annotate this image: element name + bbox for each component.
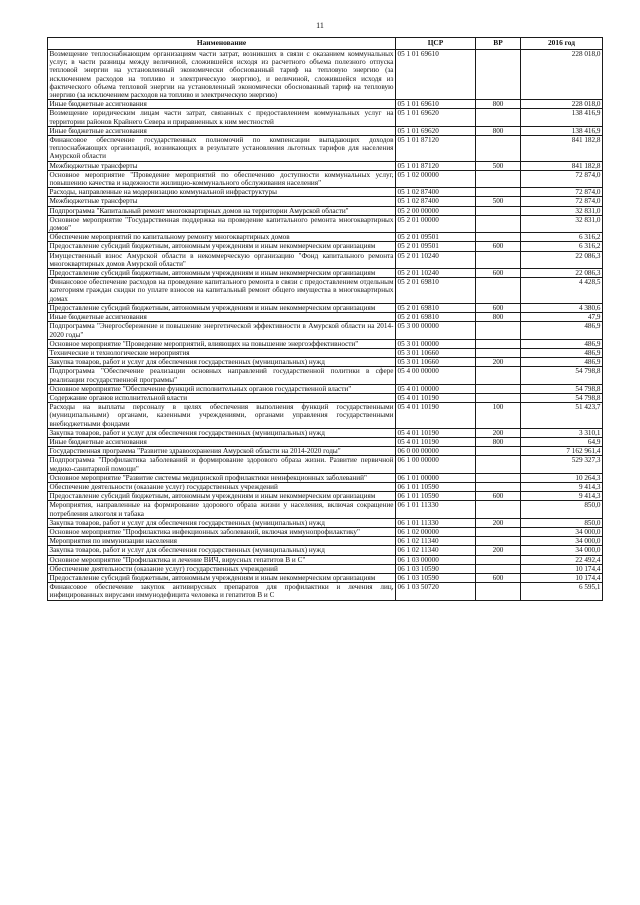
cell-amount: 34 000,0: [521, 527, 603, 536]
cell-vr: [476, 564, 521, 573]
table-row: [48, 136, 603, 162]
table-row: [48, 206, 603, 215]
cell-name: Обеспечение деятельности (оказание услуг) государственных учреждений: [48, 482, 396, 491]
cell-vr: [476, 482, 521, 491]
cell-amount: 486,9: [521, 358, 603, 367]
cell-csr: 05 2 01 69810: [396, 303, 476, 312]
cell-name: Иные бюджетные ассигнования: [48, 437, 396, 446]
table-row: [48, 215, 603, 232]
cell-name: Мероприятия, направленные на формирование здорового образа жизни у населения, включая сокращение потребления алкоголя и табака: [49, 501, 394, 518]
cell-vr: [476, 188, 521, 197]
cell-name: Иные бюджетные ассигнования: [48, 100, 396, 109]
cell-vr: [476, 456, 521, 473]
cell-vr: 800: [476, 126, 521, 135]
cell-csr: 05 2 01 69810: [396, 278, 476, 304]
table-row: [48, 348, 603, 357]
cell-csr: 06 1 01 11330: [396, 501, 476, 518]
table-row: [48, 197, 603, 206]
cell-amount: 4 428,5: [521, 278, 603, 304]
cell-amount: 529 327,3: [521, 456, 603, 473]
cell-csr: 06 1 03 10590: [396, 564, 476, 573]
cell-csr: 06 0 00 00000: [396, 447, 476, 456]
cell-name: Предоставление субсидий бюджетным, автономным учреждениям и иным некоммерческим организациям: [48, 269, 396, 278]
cell-amount: 10 264,3: [521, 473, 603, 482]
budget-table: [47, 37, 603, 601]
cell-name: Подпрограмма "Энергосбережение и повышение энергетической эффективности в Амурской области на 2014-2020 годы": [49, 322, 394, 339]
cell-vr: [476, 537, 521, 546]
cell-name: Основное мероприятие "Проведение мероприятий по обеспечению доступности коммунальных услуг, повышению качества и надежности жилищно-коммунального обслуживания населения": [49, 170, 394, 188]
table-row: [48, 393, 603, 402]
table-row: [48, 564, 603, 573]
cell-name: Основное мероприятие "Профилактика и лечение ВИЧ, вирусных гепатитов В и С": [48, 555, 396, 564]
cell-amount: 34 000,0: [521, 537, 603, 546]
cell-name: Подпрограмма "Профилактика заболеваний и формирование здорового образа жизни. Развитие первичной медико-санитарной помощи": [49, 456, 394, 473]
cell-name: Межбюджетные трансферты: [48, 161, 396, 170]
cell-amount: 51 423,7: [521, 403, 603, 429]
table-row: [48, 50, 603, 100]
cell-amount: 64,9: [521, 437, 603, 446]
cell-vr: 800: [476, 313, 521, 322]
cell-amount: 10 174,4: [521, 564, 603, 573]
cell-vr: [476, 384, 521, 393]
cell-vr: 500: [476, 161, 521, 170]
table-row: [48, 339, 603, 348]
cell-csr: 05 4 00 00000: [396, 367, 476, 384]
cell-amount: 841 182,8: [521, 136, 603, 162]
cell-csr: 05 2 01 10240: [396, 269, 476, 278]
table-row: [48, 583, 603, 600]
table-row: [48, 126, 603, 135]
cell-amount: 228 018,0: [521, 100, 603, 109]
cell-name: Закупка товаров, работ и услуг для обеспечения государственных (муниципальных) нужд: [48, 358, 396, 367]
cell-name: Иные бюджетные ассигнования: [48, 126, 396, 135]
cell-csr: 05 2 01 10240: [396, 251, 476, 268]
cell-vr: 600: [476, 492, 521, 501]
table-row: [48, 456, 603, 473]
cell-name: Основное мероприятие "Развитие системы медицинской профилактики неинфекционных заболеваний": [48, 473, 396, 482]
cell-name: Закупка товаров, работ и услуг для обеспечения государственных (муниципальных) нужд: [48, 428, 396, 437]
cell-amount: 22 492,4: [521, 555, 603, 564]
cell-name: Обеспечение деятельности (оказание услуг) государственных учреждений: [48, 564, 396, 573]
table-row: [48, 242, 603, 251]
cell-vr: [476, 348, 521, 357]
cell-name: Содержание органов исполнительной власти: [48, 393, 396, 402]
cell-vr: [476, 233, 521, 242]
cell-vr: [476, 583, 521, 600]
cell-name: Мероприятия по иммунизации населения: [48, 537, 396, 546]
cell-csr: 05 4 01 10190: [396, 437, 476, 446]
cell-csr: 05 4 01 00000: [396, 384, 476, 393]
cell-amount: 54 798,8: [521, 393, 603, 402]
page-number: 11: [316, 21, 324, 30]
cell-name: Финансовое обеспечение государственных полномочий по компенсации выпадающих доходов теплоснабжающих организаций, возникающих в результате установления льготных тарифов для населения Амурской области: [49, 136, 394, 161]
cell-csr: 06 1 01 00000: [396, 473, 476, 482]
cell-csr: 05 2 01 09501: [396, 242, 476, 251]
cell-name: Основное мероприятие "Государственная поддержка на проведение капитального ремонта многоквартирных домов": [49, 215, 394, 233]
cell-name: Предоставление субсидий бюджетным, автономным учреждениям и иным некоммерческим организациям: [48, 242, 396, 251]
cell-csr: 05 2 00 00000: [396, 206, 476, 215]
table-row: [48, 278, 603, 304]
cell-name: Предоставление субсидий бюджетным, автономным учреждениям и иным некоммерческим организациям: [48, 492, 396, 501]
cell-csr: 05 1 02 87400: [396, 188, 476, 197]
cell-csr: 05 1 01 87120: [396, 136, 476, 162]
cell-vr: [476, 215, 521, 232]
table-row: [48, 573, 603, 582]
cell-vr: [476, 322, 521, 339]
table-row: [48, 251, 603, 268]
cell-amount: 6 595,1: [521, 583, 603, 600]
table-row: [48, 100, 603, 109]
cell-amount: 486,9: [521, 339, 603, 348]
cell-name: Закупка товаров, работ и услуг для обеспечения государственных (муниципальных) нужд: [48, 546, 396, 555]
cell-name: Финансовое обеспечение расходов на проведение капитального ремонта в связи с предоставлением отдельным категориям граждан скидки по уплате взносов на капитальный ремонт общего имущества в многоквартирных домах: [49, 278, 394, 303]
table-row: [48, 358, 603, 367]
cell-vr: [476, 527, 521, 536]
table-row: [48, 109, 603, 126]
table-row: [48, 303, 603, 312]
cell-vr: 500: [476, 197, 521, 206]
cell-csr: 05 1 01 69620: [396, 109, 476, 126]
cell-amount: 34 000,0: [521, 546, 603, 555]
cell-vr: [476, 393, 521, 402]
cell-vr: 100: [476, 403, 521, 429]
table-row: [48, 322, 603, 339]
cell-csr: 05 2 01 00000: [396, 215, 476, 232]
header-row: [48, 38, 603, 50]
table-row: [48, 384, 603, 393]
cell-name: Возмещение теплоснабжающим организациям части затрат, возникших в связи с оказанием коммунальных услуг, в части разницы между величиной, сложившейся исходя из расчетного объема полезного отпуска тепловой энергии на установленный экономически обоснованный тариф на тепловую энергию (за исключением расходов на топливо и электрическую энергию), и величиной, сложившейся исходя из фактического объема тепловой энергии на установленный экономически обоснованный тариф на тепловую энергию (за исключением расходов на топливо и электрическую энергию): [49, 50, 394, 100]
table-row: [48, 518, 603, 527]
cell-vr: 800: [476, 437, 521, 446]
cell-csr: 05 4 01 10190: [396, 428, 476, 437]
cell-csr: 05 3 01 10660: [396, 358, 476, 367]
cell-csr: 05 4 01 10190: [396, 393, 476, 402]
cell-name: Обеспечение мероприятий по капитальному ремонту многоквартирных домов: [48, 233, 396, 242]
cell-vr: 600: [476, 269, 521, 278]
cell-vr: 600: [476, 573, 521, 582]
table-body: [48, 50, 603, 601]
cell-name: Государственная программа "Развитие здравоохранения Амурской области на 2014-2020 годы": [48, 447, 396, 456]
cell-csr: 06 1 00 00000: [396, 456, 476, 473]
cell-amount: 6 316,2: [521, 242, 603, 251]
cell-name: Основное мероприятие "Проведение мероприятий, влияющих на повышение энергоэффективности": [48, 339, 396, 348]
cell-amount: 72 874,0: [521, 197, 603, 206]
table-row: [48, 501, 603, 518]
table-row: [48, 428, 603, 437]
cell-csr: 05 1 01 87120: [396, 161, 476, 170]
cell-csr: 05 1 02 87400: [396, 197, 476, 206]
cell-amount: 850,0: [521, 518, 603, 527]
cell-csr: 06 1 01 11330: [396, 518, 476, 527]
header-vr: ВР: [476, 38, 521, 50]
cell-csr: 05 4 01 10190: [396, 403, 476, 429]
cell-csr: 05 3 00 00000: [396, 322, 476, 339]
cell-vr: [476, 555, 521, 564]
cell-csr: 05 1 01 69610: [396, 100, 476, 109]
table-row: [48, 555, 603, 564]
table-row: [48, 403, 603, 429]
table-row: [48, 269, 603, 278]
cell-amount: 54 798,8: [521, 367, 603, 384]
cell-amount: 6 316,2: [521, 233, 603, 242]
cell-amount: 72 874,0: [521, 170, 603, 187]
cell-amount: 32 831,0: [521, 215, 603, 232]
cell-csr: 05 2 01 69810: [396, 313, 476, 322]
cell-vr: [476, 206, 521, 215]
table-row: [48, 437, 603, 446]
table-row: [48, 473, 603, 482]
cell-name: Основное мероприятие "Профилактика инфекционных заболеваний, включая иммунопрофилактику": [48, 527, 396, 536]
cell-amount: 228 018,0: [521, 50, 603, 100]
cell-amount: 138 416,9: [521, 109, 603, 126]
cell-vr: [476, 50, 521, 100]
cell-name: Технические и технологические мероприятия: [48, 348, 396, 357]
cell-vr: [476, 367, 521, 384]
cell-name: Иные бюджетные ассигнования: [48, 313, 396, 322]
cell-vr: [476, 278, 521, 304]
table-row: [48, 492, 603, 501]
cell-amount: 22 086,3: [521, 269, 603, 278]
cell-name: Финансовое обеспечение закупок антивирусных препаратов для профилактики и лечения лиц, инфицированных вирусами иммунодефицита человека и гепатитов В и С: [49, 583, 394, 600]
cell-vr: 800: [476, 100, 521, 109]
table-row: [48, 161, 603, 170]
table-row: [48, 170, 603, 187]
cell-name: Расходы, направленные на модернизацию коммунальной инфраструктуры: [48, 188, 396, 197]
table-row: [48, 447, 603, 456]
cell-amount: 10 174,4: [521, 573, 603, 582]
cell-name: Подпрограмма "Капитальный ремонт многоквартирных домов на территории Амурской области": [48, 206, 396, 215]
cell-amount: 7 162 961,4: [521, 447, 603, 456]
cell-amount: 54 798,8: [521, 384, 603, 393]
cell-csr: 05 3 01 10660: [396, 348, 476, 357]
cell-csr: 06 1 01 10590: [396, 482, 476, 491]
cell-csr: 05 1 01 69610: [396, 50, 476, 100]
table-row: [48, 527, 603, 536]
cell-vr: [476, 501, 521, 518]
cell-csr: 05 2 01 09501: [396, 233, 476, 242]
table-row: [48, 313, 603, 322]
cell-amount: 486,9: [521, 322, 603, 339]
cell-vr: [476, 170, 521, 187]
cell-csr: 06 1 03 10590: [396, 573, 476, 582]
cell-name: Закупка товаров, работ и услуг для обеспечения государственных (муниципальных) нужд: [48, 518, 396, 527]
cell-amount: 9 414,3: [521, 492, 603, 501]
cell-vr: [476, 473, 521, 482]
cell-name: Возмещение юридическим лицам части затрат, связанных с предоставлением коммунальных услуг на территории районов Крайнего Севера и приравненных к ним местностей: [49, 109, 394, 126]
cell-name: Межбюджетные трансферты: [48, 197, 396, 206]
table-row: [48, 367, 603, 384]
table-row: [48, 233, 603, 242]
cell-csr: 06 1 03 50720: [396, 583, 476, 600]
cell-vr: [476, 447, 521, 456]
cell-vr: 200: [476, 518, 521, 527]
cell-name: Подпрограмма "Обеспечение реализации основных направлений государственной политики в сфере реализации государственной программы": [49, 367, 394, 384]
cell-amount: 3 310,1: [521, 428, 603, 437]
cell-vr: [476, 109, 521, 126]
cell-amount: 850,0: [521, 501, 603, 518]
cell-csr: 06 1 02 11340: [396, 546, 476, 555]
cell-csr: 05 3 01 00000: [396, 339, 476, 348]
cell-vr: [476, 136, 521, 162]
cell-vr: [476, 251, 521, 268]
cell-csr: 05 1 02 00000: [396, 170, 476, 187]
header-name: Наименование: [48, 38, 396, 50]
cell-vr: 200: [476, 358, 521, 367]
cell-csr: 06 1 02 00000: [396, 527, 476, 536]
cell-amount: 22 086,3: [521, 251, 603, 268]
cell-amount: 4 380,6: [521, 303, 603, 312]
cell-amount: 841 182,8: [521, 161, 603, 170]
cell-vr: 200: [476, 428, 521, 437]
cell-amount: 47,9: [521, 313, 603, 322]
cell-amount: 138 416,9: [521, 126, 603, 135]
cell-vr: 600: [476, 303, 521, 312]
cell-vr: 200: [476, 546, 521, 555]
cell-csr: 06 1 02 11340: [396, 537, 476, 546]
cell-name: Предоставление субсидий бюджетным, автономным учреждениям и иным некоммерческим организациям: [48, 303, 396, 312]
table-row: [48, 188, 603, 197]
cell-amount: 32 831,0: [521, 206, 603, 215]
cell-csr: 05 1 01 69620: [396, 126, 476, 135]
cell-amount: 9 414,3: [521, 482, 603, 491]
cell-vr: 600: [476, 242, 521, 251]
cell-vr: [476, 339, 521, 348]
cell-amount: 486,9: [521, 348, 603, 357]
cell-name: Основное мероприятие "Обеспечение функций исполнительных органов государственной власти": [48, 384, 396, 393]
table-row: [48, 546, 603, 555]
cell-name: Имущественный взнос Амурской области в некоммерческую организацию "Фонд капитального ремонта многоквартирных домов Амурской области": [49, 251, 394, 268]
cell-name: Расходы на выплаты персоналу в целях обеспечения выполнения функций государственными (муниципальными) органами, казенными учреждениями, органами управления государственными внебюджетными фондами: [49, 403, 394, 428]
cell-amount: 72 874,0: [521, 188, 603, 197]
table-row: [48, 482, 603, 491]
header-csr: ЦСР: [396, 38, 476, 50]
header-year: 2016 год: [521, 38, 603, 50]
table-row: [48, 537, 603, 546]
cell-csr: 06 1 03 00000: [396, 555, 476, 564]
cell-csr: 06 1 01 10590: [396, 492, 476, 501]
cell-name: Предоставление субсидий бюджетным, автономным учреждениям и иным некоммерческим организациям: [48, 573, 396, 582]
